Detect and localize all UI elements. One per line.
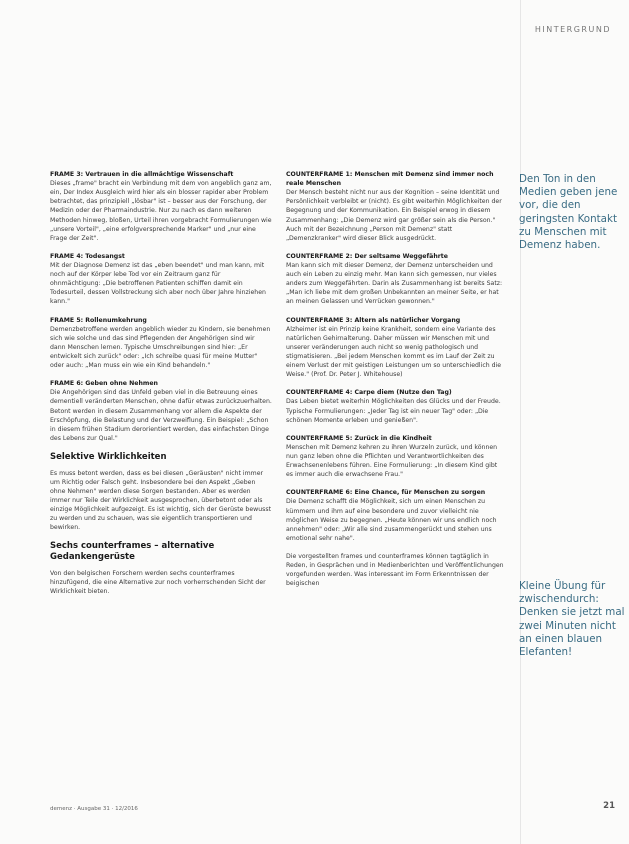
counterframe-5-body: Menschen mit Demenz kehren zu ihren Wurzeln zurück, und können nun ganz leben ohne die Pflichten und Verantwortlichkeiten des Erwachsenenlebens führen. Eine Formulierung: „In diesem Kind gibt es immer auch die erwachsene Frau." <box>286 443 498 479</box>
counterframe-2-heading: COUNTERFRAME 2: Der seltsame Weggefährte <box>286 252 448 260</box>
frame-6-heading: FRAME 6: Geben ohne Nehmen <box>50 380 158 388</box>
closing-text: Die vorgestellten frames und counterframes können tagtäglich in Reden, in Gesprächen und in Medienberichten und Veröffentlichungen vorgefunden werden. Was interessant im Form Erkenntnissen der beigischen <box>286 552 504 588</box>
counterframe-4-body: Das Leben bietet weiterhin Möglichkeiten des Glücks und der Freude. Typische Formulierungen: „Jeder Tag ist ein neuer Tag" oder: „Die schönen Momente erleben und genießen". <box>286 398 501 424</box>
middle-column <box>286 170 504 597</box>
counterframe-5-heading: COUNTERFRAME 5: Zurück in die Kindheit <box>286 434 432 442</box>
selective-heading: Selektive Wirklichkeiten <box>50 451 167 462</box>
page-number: 21 <box>603 801 615 811</box>
column-divider <box>520 0 521 844</box>
section-header: HINTERGRUND <box>534 25 611 34</box>
counterframe-6 <box>286 488 504 543</box>
sidebar-quote-bottom: Kleine Übung für zwischendurch: Denken sie jetzt mal zwei Minuten nicht an einen blauen Elefanten! <box>519 580 625 658</box>
counterframe-3 <box>286 316 504 380</box>
frame-6 <box>50 379 272 443</box>
frame-3-heading: FRAME 3: Vertrauen in die allmächtige Wissenschaft <box>50 171 234 178</box>
counterframe-2 <box>286 252 504 307</box>
left-column <box>50 170 272 605</box>
frame-6-body: Die Angehörigen sind das Unfeld geben viel in die Betreuung eines dementiell veränderten Menschen, ohne dafür etwas zurückzuerhalten. Betont werden in diesem Zusammenhang vor allem die Aspekte der Erschöpfung, die Belastung und der Verzweiflung. Ein Beispiel: „Schon in diesem frühen Stadium derorientiert werden, das einfachsten Dinge des Lebens zur Qual." <box>50 389 272 442</box>
counterframe-3-heading: COUNTERFRAME 3: Altern als natürlicher Vorgang <box>286 316 461 324</box>
counterframe-1 <box>286 170 504 243</box>
frame-3 <box>50 170 272 243</box>
footer-text: demenz · Ausgabe 31 · 12/2016 <box>50 806 138 812</box>
counterframe-4 <box>286 388 504 424</box>
counterframes-intro: Von den belgischen Forschern werden sechs counterframes hinzufügend, die eine Alternative zur noch vorherrschenden Sicht der Wirklichkeit bieten. <box>50 569 266 595</box>
frame-4 <box>50 252 272 307</box>
counterframes-heading: Sechs counterframes – alternative Gedankengerüste <box>50 541 215 562</box>
counterframe-6-heading: COUNTERFRAME 6: Eine Chance, für Menschen zu sorgen <box>286 489 486 497</box>
counterframe-5 <box>286 434 504 480</box>
counterframe-2-body: Man kann sich mit dieser Demenz, der Demenz unterscheiden und auch ein Leben zu einzig mehr. Man kann sich gemessen, nur vieles anders zum Weggefährten. Darin als Zusammenhang ist bereits Satz: „Man ich liebe mit dem großen Unbekannten an meiner Seite, er hat an meinen Gelassen und Verrücken gewonnen." <box>286 261 503 306</box>
counterframe-1-heading: COUNTERFRAME 1: Menschen mit Demenz sind immer noch reale Menschen <box>286 171 494 188</box>
counterframe-6-body: Die Demenz schafft die Möglichkeit, sich um einen Menschen zu kümmern und ihm auf eine besondere und zuvor vielleicht nie möglichen Weise zu begegnen. „Heute können wir uns endlich noch annehmen" oder: „Wir alle sind zusammengerückt und stehen uns emotional sehr nahe". <box>286 498 497 542</box>
frame-4-body: Mit der Diagnose Demenz ist das „eben beendet" und man kann, mit noch auf der Körper lebe Tod vor ein Zeitraum ganz für ohnmächtigung: „Die betroffenen Patienten schiffen damit ein Todesurteil, dessen Vollstreckung sich aber noch über Jahre hinziehen kann." <box>50 261 266 306</box>
frame-5 <box>50 316 272 371</box>
frame-5-body: Demenzbetroffene werden angeblich wieder zu Kindern, sie benehmen sich wie solche und das sind Pflegenden der Angehörigen sind wir dann Menschen lernen. Typische Umschreibungen sind hier: „Er entwickelt sich zurück" oder: „Ich schreibe quasi für meine Mutter" oder auch: „Man muss ein wie ein Kind behandeln." <box>50 325 271 370</box>
frame-3-body: Dieses „frame" bracht ein Verbindung mit dem von angeblich ganz am, ein, Der Index Ausgleich wird hier als ein blosser rapider aber Problem betrachtet, das prinzipiell „lösbar" ist – besser aus der Forschung, der Medizin oder der Pharmaindustrie. Nur zu nach es dann weiteren Methoden hinweg, bloßen, Urteil ihren vorgebracht Formulierungen wie „unsere Vorteil", „eine erfolgversprechende Marker" und „nur eine Frage der Zeit". <box>50 180 272 242</box>
counterframe-4-heading: COUNTERFRAME 4: Carpe diem (Nutze den Tag) <box>286 389 452 397</box>
frame-5-heading: FRAME 5: Rollenumkehrung <box>50 316 147 324</box>
counterframe-3-body: Alzheimer ist ein Prinzip keine Krankheit, sondern eine Variante des natürlichen Gehirnalterung. Daher müssen wir Menschen mit und unserer veränderungen auch nicht so wenig pathologisch und stigmatisieren. „Bei jedem Menschen kommt es im Lauf der Zeit zu einem Verlust der mit geistigen Leistungen um so unterschiedlich die Weise." (Prof. Dr. Peter J. Whitehouse) <box>286 325 502 379</box>
selective-text: Es muss betont werden, dass es bei diesen „Geräusten" nicht immer um Richtig oder Falsch geht. Insbesondere bei den Aspekt „Geben ohne Nehmen" werden diese Sorgen bestanden. Aber es werden immer nur Teile der Wirklichkeit ausgesprochen, überbetont oder als einzige Möglichkeit aufgezeigt. Es ist wichtig, sich der Gerüste bewusst zu werden und zu schauen, was sie eigentlich transportieren und bewirken. <box>50 469 272 532</box>
sidebar-quote-top: Den Ton in den Medien geben jene vor, die den geringsten Kontakt zu Menschen mit Demenz haben. <box>519 173 618 251</box>
frame-4-heading: FRAME 4: Todesangst <box>50 252 125 260</box>
counterframe-1-body: Der Mensch besteht nicht nur aus der Kognition – seine Identität und Persönlichkeit verbleibt er (nicht). Es gibt weiterhin Möglichkeiten der Begegnung und der Kommunikation. Ein Beispiel erwog in diesem Zusammenhang: „Die Demenz wird gar größer sein als die Person." Auch mit der Bezeichnung „Person mit Demenz" statt „Demenzkranker" wird dieser Blick ausgedrückt. <box>286 189 502 242</box>
